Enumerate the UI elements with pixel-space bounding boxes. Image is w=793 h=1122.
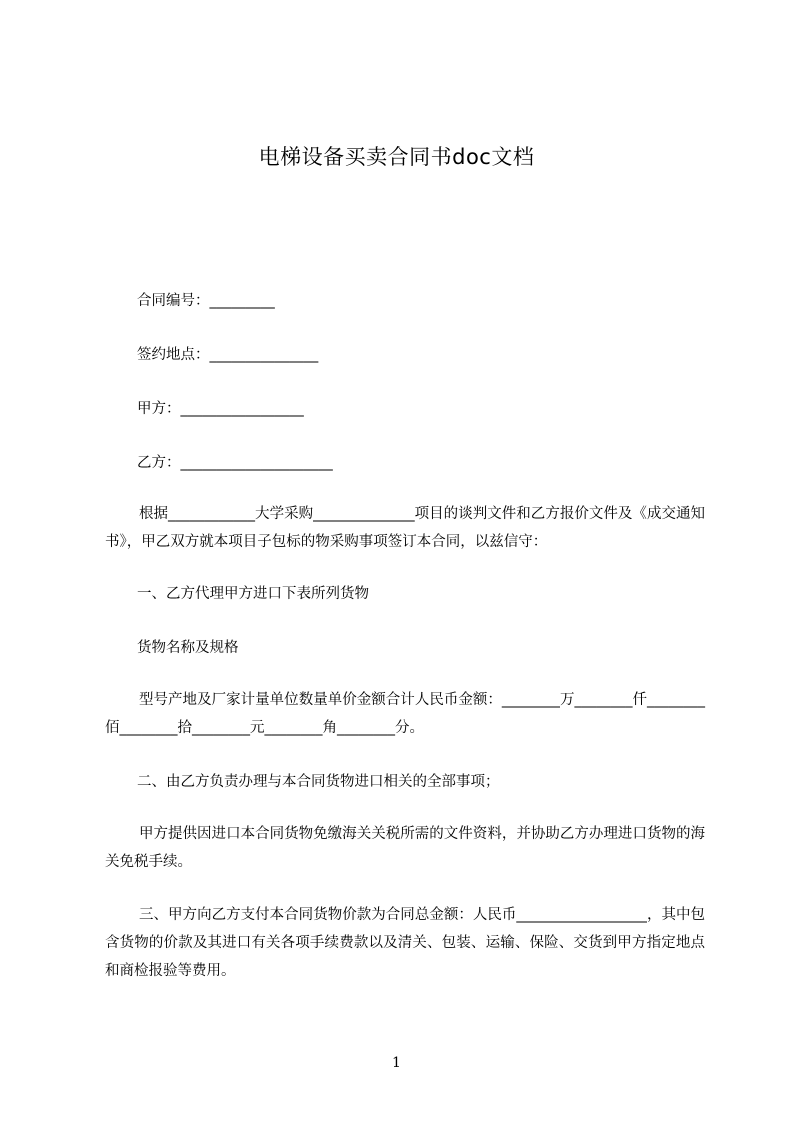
- signing-place-field: 签约地点：_______________: [137, 347, 319, 363]
- party-a-field: 甲方：_________________: [137, 401, 304, 417]
- section-2-heading: 二、由乙方负责办理与本合同货物进口相关的全部事项；: [137, 774, 500, 790]
- document-title: 电梯设备买卖合同书doc文档: [258, 145, 535, 169]
- party-b-field: 乙方：_____________________: [137, 455, 333, 471]
- goods-name-label: 货物名称及规格: [137, 640, 239, 656]
- basis-paragraph: 根据____________大学采购______________项目的谈判文件和乙方报价文件及《成交通知书》，甲乙双方就本项目子包标的物采购事项签订本合同，以兹信守：: [105, 506, 705, 550]
- contract-number-field: 合同编号：_________: [137, 293, 275, 309]
- party-a-duty-paragraph: 甲方提供因进口本合同货物免缴海关关税所需的文件资料，并协助乙方办理进口货物的海关免税手续。: [105, 826, 705, 870]
- page-number: 1: [392, 1055, 401, 1071]
- goods-table-paragraph: 型号产地及厂家计量单位数量单价金额合计人民币金额：________万________仟________佰________拾________元________角________分。: [105, 692, 705, 736]
- section-1-heading: 一、乙方代理甲方进口下表所列货物: [137, 586, 369, 602]
- section-3-paragraph: 三、甲方向乙方支付本合同货物价款为合同总金额：人民币__________________，其中包含货物的价款及其进口有关各项手续费款以及清关、包装、运输、保险、交货到甲方指定地点和商检报验等费用。: [105, 907, 705, 979]
